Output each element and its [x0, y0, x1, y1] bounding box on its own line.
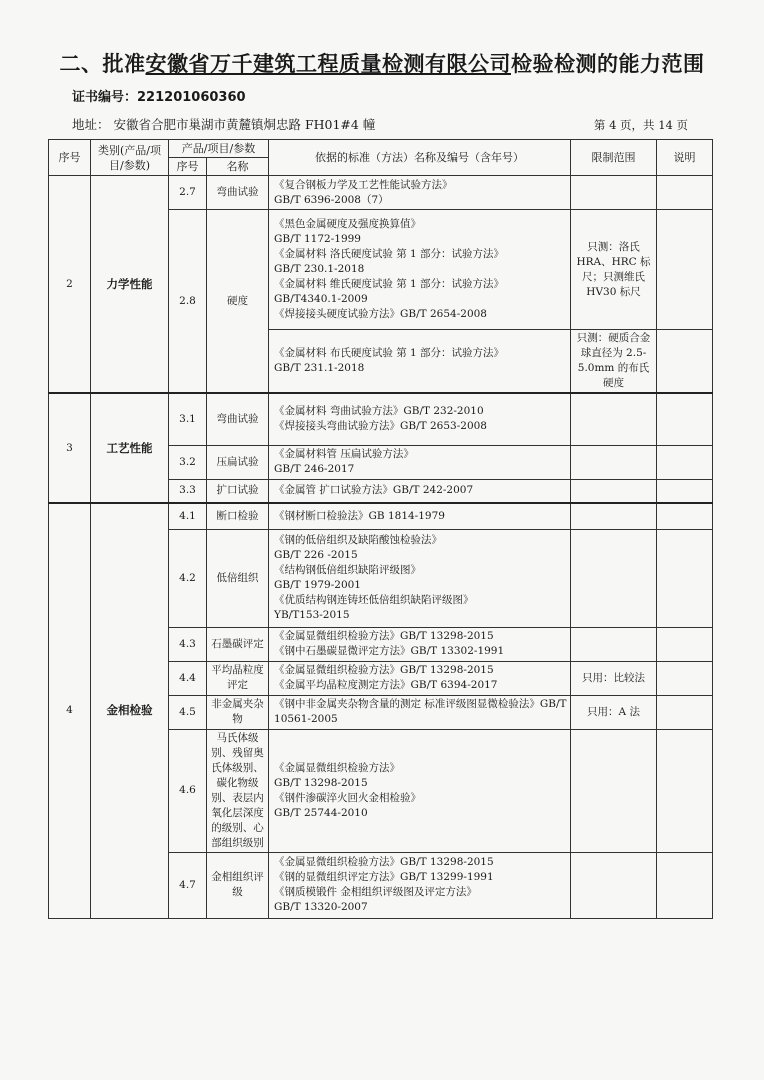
note-cell — [657, 479, 713, 503]
std-line: 《金属显微组织检验方法》GB/T 13298-2015 — [274, 856, 494, 868]
std-line: YB/T153-2015 — [274, 609, 350, 621]
seq-cell: 3 — [49, 393, 91, 503]
name-cell: 金相组织评级 — [207, 852, 269, 918]
note-cell — [657, 661, 713, 695]
limit-cell: 只用：A 法 — [571, 695, 657, 729]
std-line: 《焊接接头硬度试验方法》GB/T 2654-2008 — [274, 308, 487, 320]
note-cell — [657, 445, 713, 479]
standard-cell — [269, 479, 571, 503]
std-line: 《钢中石墨碳显微评定方法》GB/T 13302-1991 — [274, 645, 505, 657]
std-line: GB/T 1979-2001 — [274, 579, 361, 591]
note-cell — [657, 729, 713, 852]
name-cell: 压扁试验 — [207, 445, 269, 479]
standard-cell — [269, 661, 571, 695]
std-line: 《复合钢板力学及工艺性能试验方法》 — [274, 178, 453, 191]
limit-cell — [571, 393, 657, 445]
note-cell — [657, 695, 713, 729]
table-row — [49, 176, 713, 210]
note-cell — [657, 852, 713, 918]
cert-label: 证书编号： — [72, 90, 138, 105]
standard-cell — [269, 176, 571, 210]
col-category: 类别(产品/项目/参数) — [91, 140, 169, 176]
page-title — [0, 48, 764, 78]
name-cell: 断口检验 — [207, 503, 269, 529]
sub-seq-cell: 2.7 — [169, 176, 207, 210]
limit-cell: 只测：洛氏 HRA、HRC 标尺；只测维氏 HV30 标尺 — [571, 210, 657, 330]
std-line: GB/T 6396-2008（7） — [274, 193, 389, 206]
col-product-group: 产品/项目/参数 — [169, 140, 269, 158]
std-line: GB/T 230.1-2018 — [274, 263, 365, 275]
name-cell: 石墨碳评定 — [207, 627, 269, 661]
col-sub-seq: 序号 — [169, 158, 207, 176]
capability-table — [48, 139, 713, 919]
std-line: 《金属材料 弯曲试验方法》GB/T 232-2010 — [274, 405, 484, 418]
sub-seq-cell: 4.3 — [169, 627, 207, 661]
title-suffix: 检验检测的能力范围 — [511, 52, 705, 76]
note-cell — [657, 627, 713, 661]
address: 地址： 安徽省合肥市巢湖市黄麓镇烔忠路 FH01#4 幢 — [72, 117, 376, 132]
col-name: 名称 — [207, 158, 269, 176]
note-cell — [657, 176, 713, 210]
title-prefix: 二、批准 — [59, 52, 146, 76]
name-cell: 硬度 — [207, 210, 269, 394]
std-line: 《金属材料 维氏硬度试验 第 1 部分：试验方法》 — [274, 278, 505, 290]
std-line: 《金属平均晶粒度测定方法》GB/T 6394-2017 — [274, 679, 498, 691]
standard-cell — [269, 210, 571, 330]
category-cell: 力学性能 — [91, 176, 169, 394]
std-line: 《金属材料 洛氏硬度试验 第 1 部分：试验方法》 — [274, 248, 505, 260]
limit-cell — [571, 479, 657, 503]
standard-cell — [269, 529, 571, 627]
standard-cell — [269, 729, 571, 852]
seq-cell: 2 — [49, 176, 91, 394]
std-line: GB/T 226 -2015 — [274, 549, 358, 561]
title-company: 安徽省万千建筑工程质量检测有限公司 — [145, 52, 511, 76]
standard-cell — [269, 695, 571, 729]
std-line: 《结构钢低倍组织缺陷评级图》 — [274, 564, 422, 576]
std-line: 《钢的显微组织评定方法》GB/T 13299-1991 — [274, 871, 494, 883]
name-cell: 非金属夹杂物 — [207, 695, 269, 729]
limit-cell — [571, 503, 657, 529]
std-line: 《金属管 扩口试验方法》GB/T 242-2007 — [274, 484, 474, 497]
name-cell: 马氏体级别、残留奥氏体级别、碳化物级别、表层内氧化层深度的级别、心部组织级别 — [207, 729, 269, 852]
limit-cell: 只用：比较法 — [571, 661, 657, 695]
std-line: 《焊接接头弯曲试验方法》GB/T 2653-2008 — [274, 420, 487, 433]
col-note: 说明 — [657, 140, 713, 176]
std-line: 《钢的低倍组织及缺陷酸蚀检验法》 — [274, 534, 443, 546]
std-line: 《钢质模锻件 金相组织评级图及评定方法》 — [274, 886, 477, 898]
standard-cell — [269, 330, 571, 394]
sub-seq-cell: 4.2 — [169, 529, 207, 627]
sub-seq-cell: 4.5 — [169, 695, 207, 729]
header-row — [49, 140, 713, 158]
standard-cell — [269, 852, 571, 918]
sub-seq-cell: 4.6 — [169, 729, 207, 852]
name-cell: 平均晶粒度评定 — [207, 661, 269, 695]
limit-cell — [571, 852, 657, 918]
category-cell: 金相检验 — [91, 503, 169, 918]
std-line: GB/T 25744-2010 — [274, 806, 368, 819]
std-line: 《金属显微组织检验方法》GB/T 13298-2015 — [274, 664, 494, 676]
limit-cell — [571, 445, 657, 479]
std-line: 《钢材断口检验法》GB 1814-1979 — [274, 509, 445, 522]
std-line: GB/T4340.1-2009 — [274, 293, 368, 305]
standard-cell — [269, 445, 571, 479]
std-line: 《钢中非金属夹杂物含量的测定 标准评级图显微检验法》GB/T 10561-2005 — [274, 698, 567, 725]
std-line: 《优质结构钢连铸坯低倍组织缺陷评级图》 — [274, 594, 474, 606]
name-cell: 弯曲试验 — [207, 176, 269, 210]
limit-cell — [571, 627, 657, 661]
standard-cell — [269, 503, 571, 529]
std-line: 《金属显微组织检验方法》GB/T 13298-2015 — [274, 630, 494, 642]
note-cell — [657, 210, 713, 330]
std-line: GB/T 13320-2007 — [274, 901, 368, 913]
standard-cell — [269, 393, 571, 445]
sub-seq-cell: 2.8 — [169, 210, 207, 394]
name-cell: 扩口试验 — [207, 479, 269, 503]
std-line: 《金属显微组织检验方法》 — [274, 761, 401, 774]
std-line: 《黑色金属硬度及强度换算值》 — [274, 218, 422, 230]
std-line: 《金属材料 布氏硬度试验 第 1 部分：试验方法》 — [274, 347, 505, 359]
sub-seq-cell: 3.1 — [169, 393, 207, 445]
sub-seq-cell: 3.2 — [169, 445, 207, 479]
table-row — [49, 393, 713, 445]
cert-value: 221201060360 — [137, 90, 246, 105]
standard-cell — [269, 627, 571, 661]
category-cell: 工艺性能 — [91, 393, 169, 503]
std-line: GB/T 1172-1999 — [274, 233, 361, 245]
sub-seq-cell: 4.1 — [169, 503, 207, 529]
sub-seq-cell: 3.3 — [169, 479, 207, 503]
note-cell — [657, 330, 713, 394]
sub-seq-cell: 4.7 — [169, 852, 207, 918]
std-line: 《钢件渗碳淬火回火金相检验》 — [274, 791, 422, 804]
note-cell — [657, 393, 713, 445]
certificate-number — [72, 86, 246, 105]
col-standard: 依据的标准（方法）名称及编号（含年号） — [269, 140, 571, 176]
col-seq: 序号 — [49, 140, 91, 176]
page-number: 第 4 页，共 14 页 — [593, 118, 688, 132]
std-line: GB/T 246-2017 — [274, 463, 355, 475]
limit-cell: 只测：硬质合金球直径为 2.5-5.0mm 的布氏硬度 — [571, 330, 657, 394]
name-cell: 弯曲试验 — [207, 393, 269, 445]
std-line: GB/T 231.1-2018 — [274, 362, 365, 374]
table-row — [49, 503, 713, 529]
note-cell — [657, 503, 713, 529]
col-limit: 限制范围 — [571, 140, 657, 176]
note-cell — [657, 529, 713, 627]
seq-cell: 4 — [49, 503, 91, 918]
std-line: GB/T 13298-2015 — [274, 776, 368, 789]
std-line: 《金属材料管 压扁试验方法》 — [274, 448, 414, 460]
limit-cell — [571, 176, 657, 210]
limit-cell — [571, 729, 657, 852]
sub-seq-cell: 4.4 — [169, 661, 207, 695]
name-cell: 低倍组织 — [207, 529, 269, 627]
limit-cell — [571, 529, 657, 627]
